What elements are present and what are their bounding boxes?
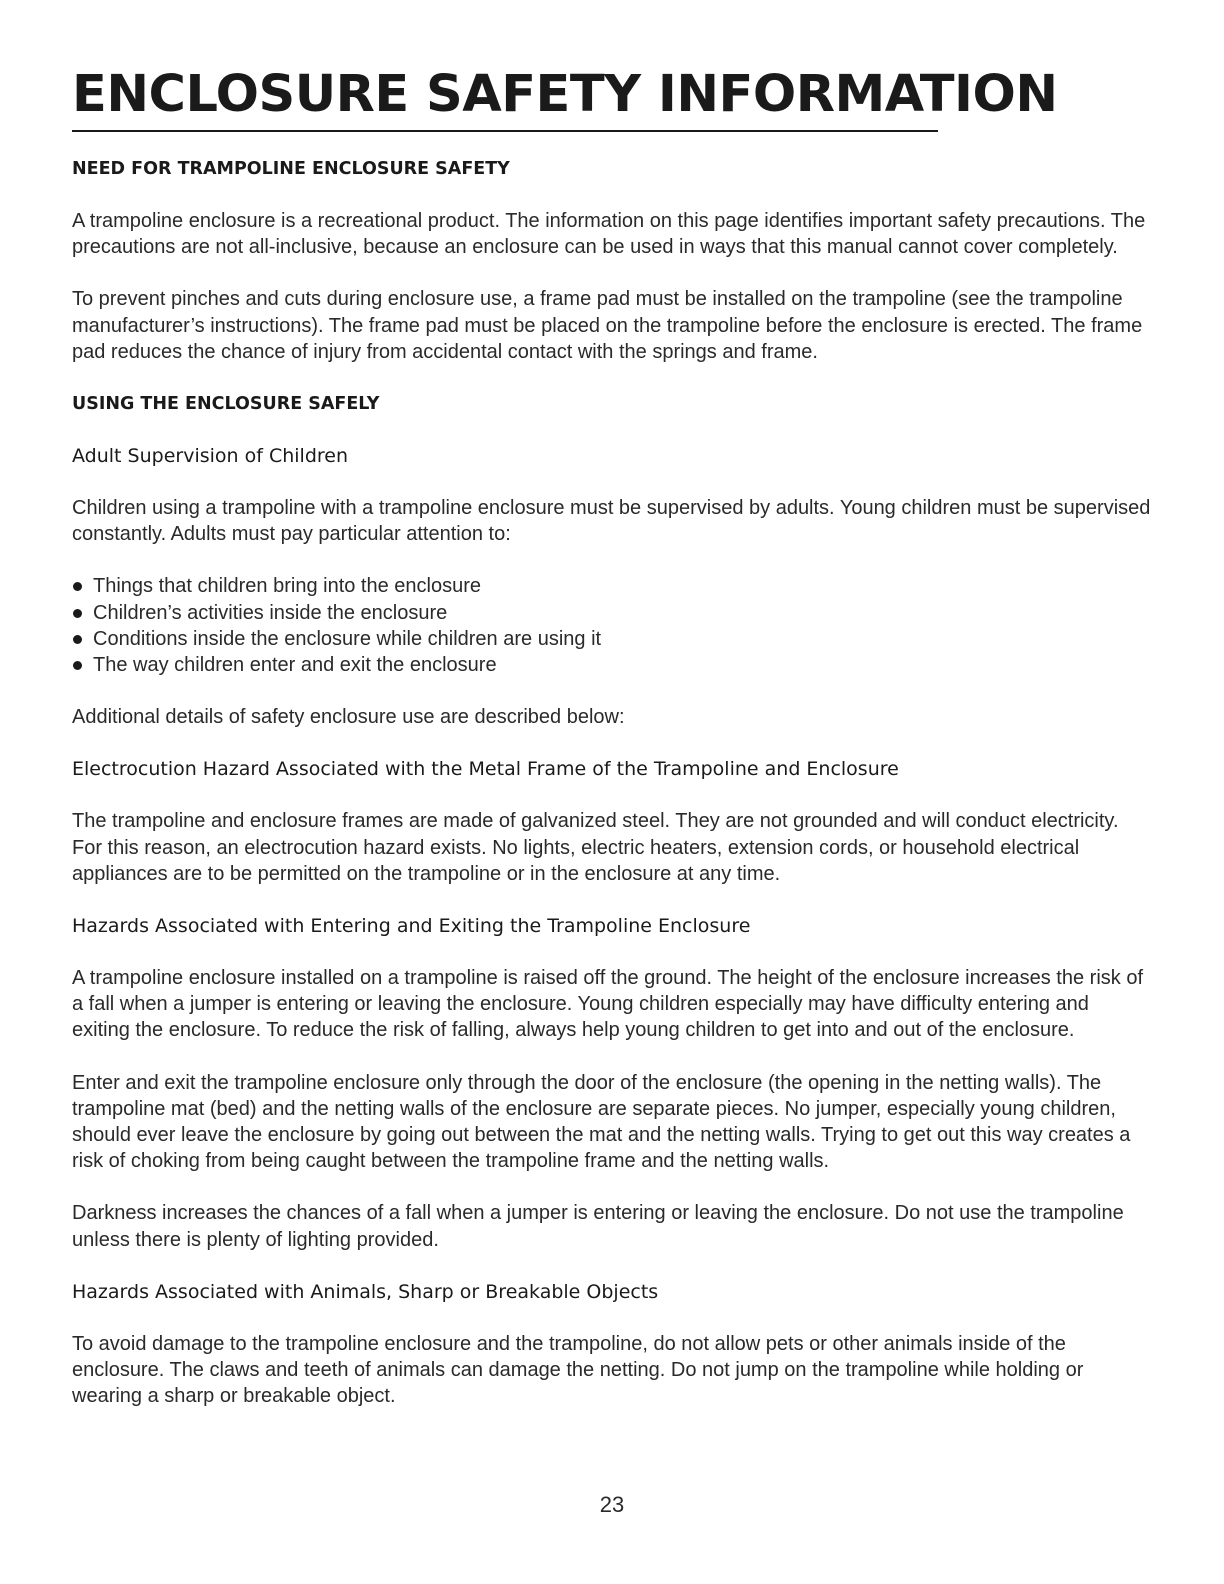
bullet-list: [72, 573, 1152, 678]
list-item: The way children enter and exit the enclosure: [72, 652, 1152, 678]
document-page: [72, 60, 1152, 1409]
bullet-icon: [73, 661, 82, 670]
paragraph: A trampoline enclosure is a recreational product. The information on this page identifies important safety precautions. The precautions are not all-inclusive, because an enclosure can be used in ways that this manual cannot cover completely.: [72, 210, 1146, 259]
page-title: ENCLOSURE SAFETY INFORMATION: [72, 60, 938, 132]
paragraph: Additional details of safety enclosure use are described below:: [72, 706, 625, 729]
paragraph: The trampoline and enclosure frames are made of galvanized steel. They are not grounded and will conduct electricity. For this reason, an electrocution hazard exists. No lights, electric heaters, extension cords, or household electrical appliances are to be permitted on the trampoline or in the enclosure at any time.: [72, 810, 1119, 885]
bullet-icon: [73, 635, 82, 644]
subheading-electrocution: Electrocution Hazard Associated with the Metal Frame of the Trampoline and Enclosure: [72, 758, 899, 781]
paragraph: A trampoline enclosure installed on a trampoline is raised off the ground. The height of the enclosure increases the risk of a fall when a jumper is entering or leaving the enclosure. Young children especially may have difficulty entering and exiting the enclosure. To reduce the risk of falling, always help young children to get into and out of the enclosure.: [72, 967, 1143, 1042]
list-item: Things that children bring into the enclosure: [72, 573, 1152, 599]
paragraph: Enter and exit the trampoline enclosure only through the door of the enclosure (the opening in the netting walls). The trampoline mat (bed) and the netting walls of the enclosure are separate pieces. No jumper, especially young children, should ever leave the enclosure by going out between the mat and the netting walls. Trying to get out this way creates a risk of choking from being caught between the trampoline frame and the netting walls.: [72, 1071, 1131, 1173]
paragraph: Darkness increases the chances of a fall when a jumper is entering or leaving the enclosure. Do not use the trampoline unless there is plenty of lighting provided.: [72, 1202, 1124, 1251]
list-item: Conditions inside the enclosure while children are using it: [72, 626, 1152, 652]
bullet-icon: [73, 582, 82, 591]
bullet-icon: [73, 609, 82, 618]
paragraph: To avoid damage to the trampoline enclosure and the trampoline, do not allow pets or other animals inside of the enclosure. The claws and teeth of animals can damage the netting. Do not jump on the trampoline while holding or wearing a sharp or breakable object.: [72, 1332, 1084, 1408]
paragraph: To prevent pinches and cuts during enclosure use, a frame pad must be installed on the trampoline (see the trampoline manufacturer’s instructions). The frame pad must be placed on the trampoline before the enclosure is erected. The frame pad reduces the chance of injury from accidental contact with the springs and frame.: [72, 288, 1143, 363]
paragraph: Children using a trampoline with a trampoline enclosure must be supervised by adults. Young children must be supervised constantly. Adults must pay particular attention to:: [72, 497, 1151, 546]
subheading-entering: Hazards Associated with Entering and Exiting the Trampoline Enclosure: [72, 915, 751, 938]
section-heading-need: NEED FOR TRAMPOLINE ENCLOSURE SAFETY: [72, 159, 510, 179]
subheading-supervision: Adult Supervision of Children: [72, 445, 349, 468]
page-number: 23: [599, 1492, 625, 1517]
subheading-animals: Hazards Associated with Animals, Sharp or Breakable Objects: [72, 1280, 659, 1303]
list-item: Children’s activities inside the enclosure: [72, 600, 1152, 626]
section-heading-using: USING THE ENCLOSURE SAFELY: [72, 394, 380, 415]
